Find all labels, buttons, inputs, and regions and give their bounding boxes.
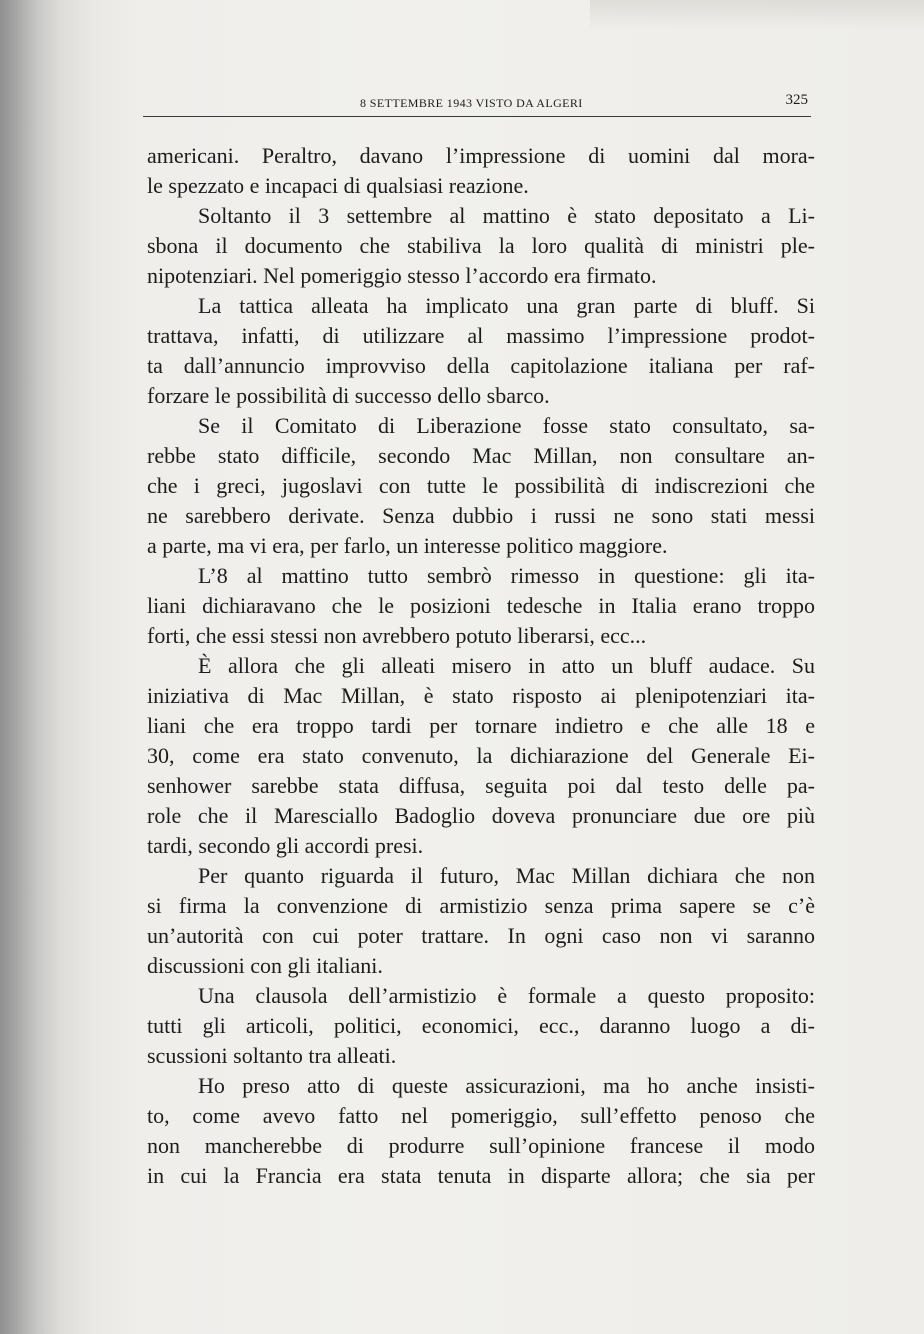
text-line: Soltanto il 3 settembre al mattino è stato depositato a Li- (198, 203, 815, 228)
text-line: un’autorità con cui poter trattare. In ogni caso non vi saranno (147, 923, 815, 948)
text-line: discussioni con gli italiani. (147, 953, 383, 978)
text-line: Ho preso atto di queste assicurazioni, ma ho anche insisti- (198, 1073, 815, 1098)
text-line: iniziativa di Mac Millan, è stato risposto ai plenipotenziari ita- (147, 683, 815, 708)
running-title: 8 SETTEMBRE 1943 VISTO DA ALGERI (360, 96, 583, 110)
text-line: role che il Maresciallo Badoglio doveva pronunciare due ore più (147, 803, 815, 828)
text-line: in cui la Francia era stata tenuta in disparte allora; che sia per (147, 1163, 815, 1188)
text-line: Se il Comitato di Liberazione fosse stato consultato, sa- (198, 413, 815, 438)
text-line: ta dall’annuncio improvviso della capitolazione italiana per raf- (147, 353, 815, 378)
text-line: a parte, ma vi era, per farlo, un interesse politico maggiore. (147, 533, 668, 558)
text-line: si firma la convenzione di armistizio senza prima sapere se c’è (147, 893, 815, 918)
running-header (143, 92, 811, 117)
text-line: tardi, secondo gli accordi presi. (147, 833, 424, 858)
text-line: forzare le possibilità di successo dello sbarco. (147, 383, 550, 408)
text-line: che i greci, jugoslavi con tutte le possibilità di indiscrezioni che (147, 473, 815, 498)
text-line: americani. Peraltro, davano l’impressione di uomini dal mora- (147, 143, 815, 168)
text-line: È allora che gli alleati misero in atto un bluff audace. Su (198, 653, 815, 678)
text-line: rebbe stato difficile, secondo Mac Millan, non consultare an- (147, 443, 815, 468)
text-line: liani che era troppo tardi per tornare indietro e che alle 18 e (147, 713, 815, 738)
body-text (147, 141, 815, 1191)
text-line: tutti gli articoli, politici, economici, ecc., daranno luogo a di- (147, 1013, 815, 1038)
text-line: ne sarebbero derivate. Senza dubbio i russi ne sono stati messi (147, 503, 815, 528)
text-line: trattava, infatti, di utilizzare al massimo l’impressione prodot- (147, 323, 815, 348)
text-line: senhower sarebbe stata diffusa, seguita poi dal testo delle pa- (147, 773, 815, 798)
text-line: L’8 al mattino tutto sembrò rimesso in questione: gli ita- (198, 563, 815, 588)
page-number: 325 (785, 92, 808, 108)
text-line: forti, che essi stessi non avrebbero potuto liberarsi, ecc... (147, 623, 647, 648)
text-line: nipotenziari. Nel pomeriggio stesso l’accordo era firmato. (147, 263, 657, 288)
text-line: sbona il documento che stabiliva la loro qualità di ministri ple- (147, 233, 815, 258)
text-line: 30, come era stato convenuto, la dichiarazione del Generale Ei- (147, 743, 815, 768)
bleed-through-shadow (590, 0, 924, 30)
text-line: La tattica alleata ha implicato una gran parte di bluff. Si (198, 293, 815, 318)
text-line: scussioni soltanto tra alleati. (147, 1043, 397, 1068)
text-line: non mancherebbe di produrre sull’opinione francese il modo (147, 1133, 815, 1158)
text-line: liani dichiaravano che le posizioni tedesche in Italia erano troppo (147, 593, 815, 618)
text-line: le spezzato e incapaci di qualsiasi reazione. (147, 173, 529, 198)
text-line: Una clausola dell’armistizio è formale a questo proposito: (198, 983, 815, 1008)
text-line: Per quanto riguarda il futuro, Mac Millan dichiara che non (198, 863, 815, 888)
text-line: to, come avevo fatto nel pomeriggio, sull’effetto penoso che (147, 1103, 815, 1128)
